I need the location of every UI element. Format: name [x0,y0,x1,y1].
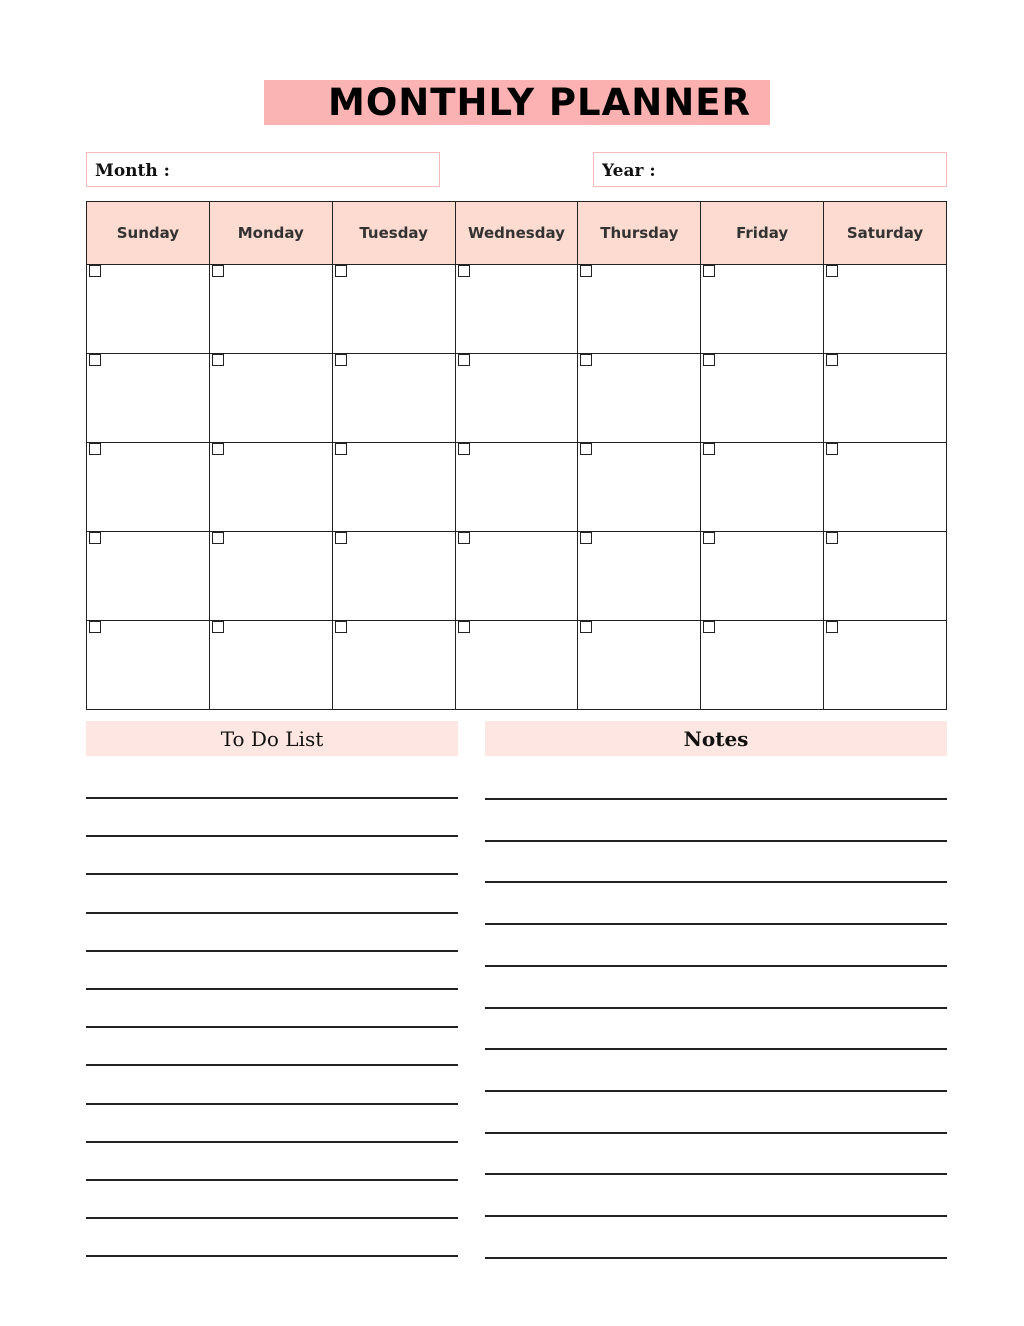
day-cell[interactable] [701,621,824,710]
day-cell[interactable] [455,354,578,443]
day-cell[interactable] [87,621,210,710]
todo-line[interactable] [86,950,458,952]
day-cell[interactable] [455,532,578,621]
day-cell[interactable] [209,354,332,443]
day-cell[interactable] [209,621,332,710]
day-header-row [87,202,947,265]
notes-line[interactable] [485,1215,947,1217]
notes-line[interactable] [485,1048,947,1050]
day-cell[interactable] [824,354,947,443]
month-label: Month : [95,161,170,181]
day-cell[interactable] [824,265,947,354]
day-cell[interactable] [209,532,332,621]
notes-line[interactable] [485,1257,947,1259]
day-checkbox[interactable] [580,532,592,544]
day-checkbox[interactable] [703,443,715,455]
todo-line[interactable] [86,912,458,914]
todo-line[interactable] [86,1217,458,1219]
day-cell[interactable] [87,532,210,621]
notes-line[interactable] [485,1007,947,1009]
notes-line[interactable] [485,1173,947,1175]
day-cell[interactable] [332,532,455,621]
todo-line[interactable] [86,1064,458,1066]
day-checkbox[interactable] [458,621,470,633]
todo-line[interactable] [86,1103,458,1105]
month-field[interactable] [86,152,440,187]
notes-line[interactable] [485,965,947,967]
day-checkbox[interactable] [335,265,347,277]
day-header: Sunday [87,202,210,265]
day-cell[interactable] [209,443,332,532]
day-checkbox[interactable] [458,265,470,277]
day-cell[interactable] [578,621,701,710]
year-label: Year : [602,161,656,181]
day-cell[interactable] [578,354,701,443]
day-checkbox[interactable] [89,621,101,633]
day-cell[interactable] [701,265,824,354]
day-cell[interactable] [578,532,701,621]
day-checkbox[interactable] [703,532,715,544]
day-checkbox[interactable] [212,354,224,366]
day-cell[interactable] [455,265,578,354]
day-checkbox[interactable] [826,354,838,366]
day-checkbox[interactable] [826,265,838,277]
day-checkbox[interactable] [580,354,592,366]
day-cell[interactable] [332,265,455,354]
notes-header: Notes [485,721,947,756]
day-cell[interactable] [824,443,947,532]
day-cell[interactable] [332,621,455,710]
todo-line[interactable] [86,835,458,837]
day-cell[interactable] [701,354,824,443]
day-cell[interactable] [87,354,210,443]
week-row [87,443,947,532]
day-checkbox[interactable] [335,621,347,633]
todo-line[interactable] [86,1026,458,1028]
todo-line[interactable] [86,988,458,990]
day-checkbox[interactable] [580,621,592,633]
day-checkbox[interactable] [335,443,347,455]
day-cell[interactable] [455,621,578,710]
notes-line[interactable] [485,840,947,842]
day-checkbox[interactable] [212,532,224,544]
day-checkbox[interactable] [212,443,224,455]
day-checkbox[interactable] [580,265,592,277]
day-header: Monday [209,202,332,265]
notes-line[interactable] [485,1090,947,1092]
day-checkbox[interactable] [826,532,838,544]
day-cell[interactable] [455,443,578,532]
day-header: Thursday [578,202,701,265]
day-cell[interactable] [332,354,455,443]
day-checkbox[interactable] [335,354,347,366]
week-row [87,265,947,354]
day-checkbox[interactable] [212,265,224,277]
week-row [87,532,947,621]
page-title: MONTHLY PLANNER [328,81,751,124]
day-checkbox[interactable] [826,621,838,633]
year-field[interactable] [593,152,947,187]
day-header: Wednesday [455,202,578,265]
day-checkbox[interactable] [89,443,101,455]
week-row [87,621,947,710]
day-checkbox[interactable] [458,443,470,455]
day-checkbox[interactable] [335,532,347,544]
day-cell[interactable] [87,265,210,354]
day-header: Saturday [824,202,947,265]
notes-line[interactable] [485,798,947,800]
day-cell[interactable] [578,265,701,354]
todo-line[interactable] [86,873,458,875]
week-row [87,354,947,443]
notes-line[interactable] [485,1132,947,1134]
day-header: Friday [701,202,824,265]
day-checkbox[interactable] [89,354,101,366]
day-cell[interactable] [701,443,824,532]
day-checkbox[interactable] [826,443,838,455]
day-cell[interactable] [87,443,210,532]
day-cell[interactable] [578,443,701,532]
todo-header: To Do List [86,721,458,756]
day-cell[interactable] [332,443,455,532]
day-checkbox[interactable] [89,532,101,544]
day-checkbox[interactable] [703,265,715,277]
day-cell[interactable] [824,532,947,621]
day-checkbox[interactable] [89,265,101,277]
todo-line[interactable] [86,797,458,799]
day-checkbox[interactable] [212,621,224,633]
calendar-grid [86,201,947,710]
todo-line[interactable] [86,1141,458,1143]
day-header: Tuesday [332,202,455,265]
day-checkbox[interactable] [458,354,470,366]
day-checkbox[interactable] [703,621,715,633]
todo-line[interactable] [86,1255,458,1257]
day-checkbox[interactable] [703,354,715,366]
notes-line[interactable] [485,923,947,925]
todo-line[interactable] [86,1179,458,1181]
notes-line[interactable] [485,881,947,883]
day-cell[interactable] [824,621,947,710]
day-checkbox[interactable] [458,532,470,544]
day-cell[interactable] [701,532,824,621]
day-checkbox[interactable] [580,443,592,455]
day-cell[interactable] [209,265,332,354]
